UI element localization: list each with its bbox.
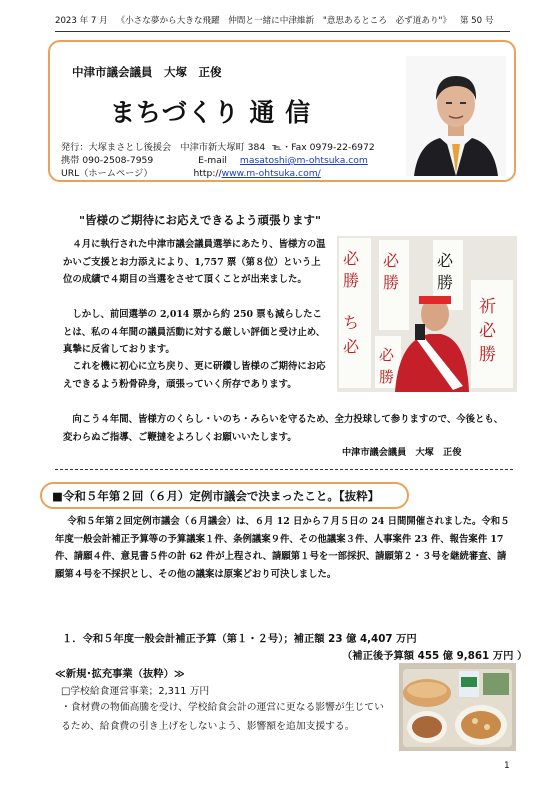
greeting-paragraph-3: これを機に初心に立ち戻り、更に研鑽し皆様のご期待にお応えできるよう粉骨砕身，頑張っていく所存であります。 bbox=[63, 361, 326, 390]
greeting-title: "皆様のご期待にお応えできるよう頑張ります" bbox=[79, 213, 321, 227]
budget-total: （補正後予算額 455 億 9,861 万円 ） bbox=[342, 650, 528, 662]
greeting-closing: 向こう４年間、皆様方のくらし・いのち・みらいを守るため、全力投球して参りますので、今後とも、変わらぬご指導、ご鞭撻をよろしくお願いいたします。 bbox=[63, 414, 504, 443]
school-lunch-item: □学校給食運営事業；2,311 万円 bbox=[61, 686, 210, 697]
svg-text:必: 必 bbox=[479, 321, 496, 341]
greeting-signature: 中津市議会議員 大塚 正俊 bbox=[342, 447, 462, 458]
contact-publisher bbox=[61, 139, 375, 153]
school-lunch-photo bbox=[399, 663, 516, 751]
session-summary: 令和５年第２回定例市議会（６月議会）は、６月 12 日から７月５日の 24 日間開催されました。令和５年度一般会計補正予算等の予算議案１件、条例議案９件、その他議案３件、人事案件 23 件、報告案件 17 件、請願４件、意見書５件の計 62 件が上程され、請願第１号を一部採択、請願第２・３号を継続審査、請願第４号を不採択とし、その他の議案は原案どおり可決しました。 bbox=[55, 516, 510, 581]
issue-date: 2023 年 7 月 bbox=[55, 16, 108, 26]
svg-text:勝: 勝 bbox=[479, 345, 496, 365]
issue-number: 第 50 号 bbox=[459, 16, 494, 26]
homepage-link[interactable]: www.m-ohtsuka.com/ bbox=[221, 168, 321, 179]
svg-text:必: 必 bbox=[383, 251, 400, 270]
svg-text:勝: 勝 bbox=[437, 273, 454, 292]
page-number: 1 bbox=[504, 761, 510, 771]
new-projects-label: ≪新規･拡充事業（抜粋）≫ bbox=[55, 668, 185, 680]
svg-text:必: 必 bbox=[379, 346, 395, 364]
email-label: E-mail bbox=[198, 155, 227, 166]
svg-text:祈: 祈 bbox=[479, 297, 496, 317]
url-prefix: http:// bbox=[193, 168, 222, 179]
school-lunch-description: ・食材費の物価高騰を受け、学校給食会計の運営に更なる影響が生じているため、給食費の引き上げをしないよう、影響額を追加支援する。 bbox=[61, 702, 384, 732]
svg-text:必: 必 bbox=[343, 249, 360, 268]
header-top-line bbox=[55, 14, 510, 26]
publisher-text: 発行：大塚まさとし後援会 中津市新大塚町 384 bbox=[61, 142, 266, 153]
svg-text:必: 必 bbox=[437, 251, 454, 270]
budget-subheading: １．令和５年度一般会計補正予算（第１・２号）；補正額 23 億 4,407 万円 bbox=[62, 633, 417, 645]
svg-text:ち: ち bbox=[343, 313, 360, 332]
mobile-text: 携帯 090-2508-7959 bbox=[61, 155, 154, 166]
url-label: URL（ホームページ） bbox=[61, 168, 153, 179]
contact-mobile-email bbox=[61, 152, 368, 166]
header-rule bbox=[55, 31, 510, 32]
email-link[interactable]: masatoshi@m-ohtsuka.com bbox=[239, 155, 368, 166]
section-divider bbox=[55, 469, 513, 470]
greeting-paragraph-2: しかし、前回選挙の 2,014 票から約 250 票も減らしたことは、私の４年間の議員活動に対する厳しい評価と受け止め、真摯に反省しております。 bbox=[63, 309, 326, 355]
portrait-photo bbox=[406, 56, 506, 176]
fax-text: ℡・Fax 0979-22-6972 bbox=[272, 142, 375, 153]
greeting-paragraph-1: ４月に執行された中津市議会議員選挙にあたり、皆様方の温かいご支援とお力添えにより、1,757 票（第８位）という上位の成績で４期目の当選をさせて頂くことが出来ました。 bbox=[63, 239, 326, 285]
contact-url bbox=[61, 165, 321, 179]
svg-text:勝: 勝 bbox=[379, 368, 395, 386]
election-photo bbox=[337, 236, 517, 392]
slogan-2: "意思あるところ 必ず道あり"》 bbox=[322, 16, 452, 26]
section-title: ■令和５年第２回（６月）定例市議会で決まったこと。【抜粋】 bbox=[52, 489, 380, 503]
svg-text:勝: 勝 bbox=[343, 271, 360, 290]
slogan-1: 《小さな夢から大きな飛躍 仲間と一緒に中津維新 bbox=[116, 16, 315, 26]
member-label: 中津市議会議員 大塚 正俊 bbox=[72, 65, 222, 79]
newsletter-title: まちづくり 通 信 bbox=[110, 98, 312, 127]
svg-text:必: 必 bbox=[343, 337, 360, 356]
svg-text:勝: 勝 bbox=[383, 273, 400, 292]
